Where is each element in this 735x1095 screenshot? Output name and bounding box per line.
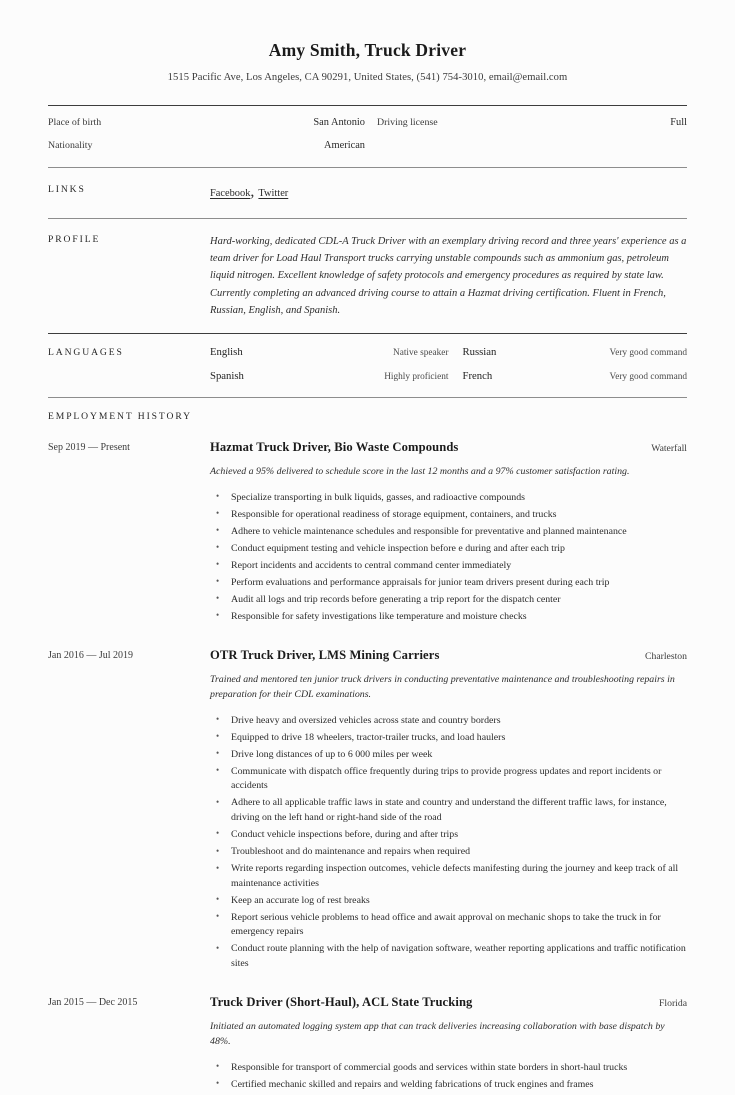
section-links: [48, 183, 687, 201]
job-location: Florida: [659, 997, 687, 1009]
employment-history-heading: EMPLOYMENT HISTORY: [48, 411, 192, 423]
list-item: • Conduct equipment testing and vehicle inspection before e during and after each trip: [210, 542, 687, 556]
language-level-english: Native speaker: [393, 348, 449, 359]
place-of-birth-value: San Antonio: [313, 117, 365, 128]
language-level-spanish: Highly proficient: [384, 372, 449, 383]
language-name-english: English: [210, 346, 243, 359]
links-label: LINKS: [48, 184, 86, 195]
contact-line: 1515 Pacific Ave, Los Angeles, CA 90291, United States, (541) 754-3010, email@email.com: [167, 72, 568, 83]
job-bullet-list: [210, 491, 687, 625]
job-description: Trained and mentored ten junior truck drivers in conducting preventative maintenance and troubleshooting repairs in preparation for their CDL examinations.: [210, 673, 675, 701]
resume-header: [48, 0, 687, 83]
job-description: Initiated an automated logging system app that can track deliveries increasing collaboration with base dispatch by 48%.: [210, 1020, 665, 1048]
section-languages: [48, 346, 687, 382]
language-level-french: Very good command: [609, 372, 687, 383]
job-location: Waterfall: [651, 443, 687, 455]
place-of-birth-label: Place of birth: [48, 117, 102, 128]
personal-detail-row: [48, 117, 687, 128]
personal-detail-row: [48, 140, 687, 151]
list-item: • Conduct route planning with the help of navigation software, weather reporting applications and traffic notification sites: [210, 942, 687, 971]
language-name-french: French: [462, 370, 493, 383]
job-bullet-list: [210, 1061, 687, 1093]
list-item: • Troubleshoot and do maintenance and repairs when required: [210, 845, 687, 859]
job-date: Sep 2019 — Present: [48, 442, 130, 454]
job-entry: [48, 648, 687, 974]
language-name-spanish: Spanish: [210, 370, 244, 383]
job-title: Hazmat Truck Driver, Bio Waste Compounds: [210, 440, 459, 455]
list-item: • Equipped to drive 18 wheelers, tractor-trailer trucks, and load haulers: [210, 731, 687, 745]
link-facebook[interactable]: Facebook: [210, 188, 251, 199]
list-item: • Audit all logs and trip records before generating a trip report for the dispatch center: [210, 593, 687, 607]
driving-license-label: Driving license: [377, 117, 438, 128]
nationality-value: American: [324, 140, 365, 151]
list-item: • Keep an accurate log of rest breaks: [210, 894, 687, 908]
profile-text: Hard-working, dedicated CDL-A Truck Driver with an exemplary driving record and three years' experience as a team driver for Load Haul Transport trucks carrying unstable compounds such as ammonium gas, petroleum liquid nitrogen. Excellent knowledge of safety protocols and emergency procedures as required by state law. Currently completing an advanced driving course to attain a Hazmat driving certification. Fluent in French, Russian, English, and Spanish.: [210, 236, 687, 316]
page-title: Amy Smith, Truck Driver: [268, 40, 467, 60]
list-item: • Drive heavy and oversized vehicles across state and country borders: [210, 714, 687, 728]
language-row: [210, 370, 687, 382]
list-item: • Responsible for safety investigations like temperature and moisture checks: [210, 610, 687, 624]
job-date: Jan 2016 — Jul 2019: [48, 649, 133, 661]
section-profile: [48, 233, 687, 319]
job-entry: [48, 440, 687, 627]
list-item: • Communicate with dispatch office frequently during trips to provide progress updates and report incidents or accidents: [210, 765, 687, 794]
nationality-label: Nationality: [48, 140, 93, 151]
profile-label: PROFILE: [48, 234, 101, 245]
list-item: • Responsible for operational readiness of storage equipment, containers, and trucks: [210, 508, 687, 522]
job-description: Achieved a 95% delivered to schedule score in the last 12 months and a 97% customer satisfaction rating.: [210, 466, 630, 478]
job-location: Charleston: [645, 650, 687, 662]
links-list: [210, 183, 687, 201]
list-item: • Certified mechanic skilled and repairs and welding fabrications of truck engines and frames: [210, 1078, 687, 1092]
language-level-russian: Very good command: [609, 348, 687, 359]
link-twitter[interactable]: Twitter: [258, 188, 289, 199]
list-item: • Report incidents and accidents to central command center immediately: [210, 559, 687, 573]
list-item: • Perform evaluations and performance appraisals for junior team drivers present during each trip: [210, 576, 687, 590]
driving-license-value: Full: [670, 117, 687, 128]
job-bullet-list: [210, 714, 687, 971]
job-title: Truck Driver (Short-Haul), ACL State Trucking: [210, 994, 473, 1009]
job-title: OTR Truck Driver, LMS Mining Carriers: [210, 647, 440, 662]
list-item: • Write reports regarding inspection outcomes, vehicle defects manifesting during the journey and keep track of all maintenance activities: [210, 862, 687, 891]
list-item: • Adhere to vehicle maintenance schedules and responsible for preventative and planned maintenance: [210, 525, 687, 539]
list-item: • Adhere to all applicable traffic laws in state and country and understand the different traffic laws, for instance, driving on the left hand or right-hand side of the road: [210, 796, 687, 825]
section-personal-details: [48, 117, 687, 151]
list-item: • Conduct vehicle inspections before, during and after trips: [210, 828, 687, 842]
list-item: • Specialize transporting in bulk liquids, gasses, and radioactive compounds: [210, 491, 687, 505]
language-row: [210, 346, 687, 358]
job-entry: [48, 995, 687, 1095]
list-item: • Report serious vehicle problems to head office and await approval on mechanic shops to take the truck in for emergency repairs: [210, 911, 687, 940]
languages-label: LANGUAGES: [48, 347, 124, 359]
list-item: • Responsible for transport of commercial goods and services within state borders in short-haul trucks: [210, 1061, 687, 1075]
job-date: Jan 2015 — Dec 2015: [48, 996, 138, 1008]
language-name-russian: Russian: [462, 346, 497, 359]
list-item: • Drive long distances of up to 6 000 miles per week: [210, 748, 687, 762]
link-separator: ,: [250, 183, 259, 200]
